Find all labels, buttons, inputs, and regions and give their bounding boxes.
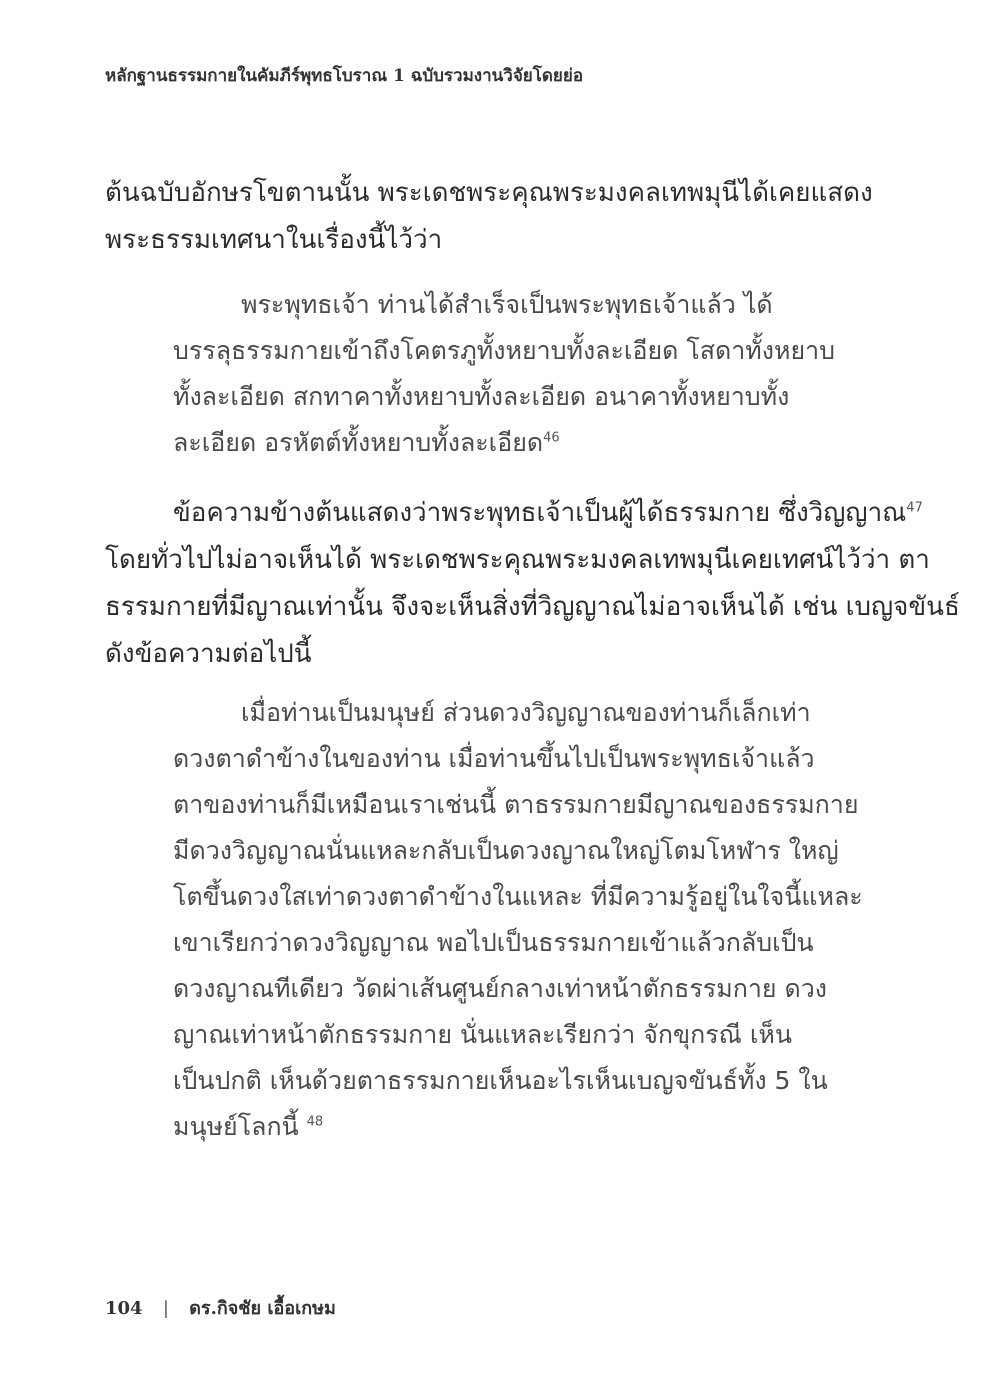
quote-line: ดวงตาดำข้างในของท่าน เมื่อท่านขึ้นไปเป็นพระพุทธเจ้าแล้ว — [173, 744, 815, 773]
page-footer — [105, 1293, 336, 1322]
running-header: หลักฐานธรรมกายในคัมภีร์พุทธโบราณ 1 ฉบับรวมงานวิจัยโดยย่อ — [105, 66, 584, 86]
footnote-ref-47[interactable]: 47 — [906, 500, 923, 516]
block-quote-2 — [173, 690, 863, 1150]
quote-line-text: ละเอียด อรหัตต์ทั้งหยาบทั้งละเอียด — [173, 428, 544, 457]
quote-line: เมื่อท่านเป็นมนุษย์ ส่วนดวงวิญญาณของท่านก็เล็กเท่า — [241, 698, 811, 727]
paragraph-line: ต้นฉบับอักษรโขตานนั้น พระเดชพระคุณพระมงคลเทพมุนีได้เคยแสดง — [105, 178, 873, 208]
paragraph-line: ดังข้อความต่อไปนี้ — [105, 639, 312, 669]
quote-line: ตาของท่านก็มีเหมือนเราเช่นนี้ ตาธรรมกายมีญาณของธรรมกาย — [173, 790, 859, 819]
author-name: ดร.กิจชัย เอื้อเกษม — [189, 1298, 336, 1319]
quote-line: ทั้งละเอียด สกทาคาทั้งหยาบทั้งละเอียด อนาคาทั้งหยาบทั้ง — [173, 382, 790, 411]
quote-line: เป็นปกติ เห็นด้วยตาธรรมกายเห็นอะไรเห็นเบญจขันธ์ทั้ง 5 ใน — [173, 1066, 828, 1095]
quote-line: ดวงญาณทีเดียว วัดผ่าเส้นศูนย์กลางเท่าหน้าตักธรรมกาย ดวง — [173, 974, 827, 1003]
page-number: 104 — [105, 1298, 143, 1319]
quote-line-text: มนุษย์โลกนี้ — [173, 1112, 299, 1141]
footer-separator: | — [162, 1298, 169, 1319]
quote-line: มีดวงวิญญาณนั่นแหละกลับเป็นดวงญาณใหญ่โตมโหฬาร ใหญ่ — [173, 836, 839, 865]
paragraph-line — [105, 490, 923, 537]
quote-line: เขาเรียกว่าดวงวิญญาณ พอไปเป็นธรรมกายเข้าแล้วกลับเป็น — [173, 928, 814, 957]
quote-line: พระพุทธเจ้า ท่านได้สำเร็จเป็นพระพุทธเจ้าแล้ว ได้ — [241, 290, 773, 319]
block-quote-1 — [173, 282, 835, 466]
quote-line: บรรลุธรรมกายเข้าถึงโคตรภูทั้งหยาบทั้งละเอียด โสดาทั้งหยาบ — [173, 336, 835, 365]
quote-line: โตขึ้นดวงใสเท่าดวงตาดำข้างในแหละ ที่มีความรู้อยู่ในใจนี้แหละ — [173, 882, 863, 911]
paragraph-line: โดยทั่วไปไม่อาจเห็นได้ พระเดชพระคุณพระมงคลเทพมุนีเคยเทศน์ไว้ว่า ตา — [105, 545, 930, 575]
paragraph-line-text: ข้อความข้างต้นแสดงว่าพระพุทธเจ้าเป็นผู้ได้ธรรมกาย ซึ่งวิญญาณ — [173, 498, 907, 528]
paragraph-line: พระธรรมเทศนาในเรื่องนี้ไว้ว่า — [105, 225, 443, 255]
quote-line — [173, 420, 795, 466]
footnote-ref-48[interactable]: 48 — [306, 1114, 324, 1130]
paragraph-explanation — [105, 490, 960, 678]
quote-line: ญาณเท่าหน้าตักธรรมกาย นั่นแหละเรียกว่า จักขุกรณี เห็น — [173, 1020, 792, 1049]
footnote-ref-46[interactable]: 46 — [543, 430, 560, 446]
paragraph-line: ธรรมกายที่มีญาณเท่านั้น จึงจะเห็นสิ่งที่วิญญาณไม่อาจเห็นได้ เช่น เบญจขันธ์ — [105, 592, 960, 622]
quote-line — [173, 1104, 795, 1150]
paragraph-intro — [105, 170, 873, 264]
